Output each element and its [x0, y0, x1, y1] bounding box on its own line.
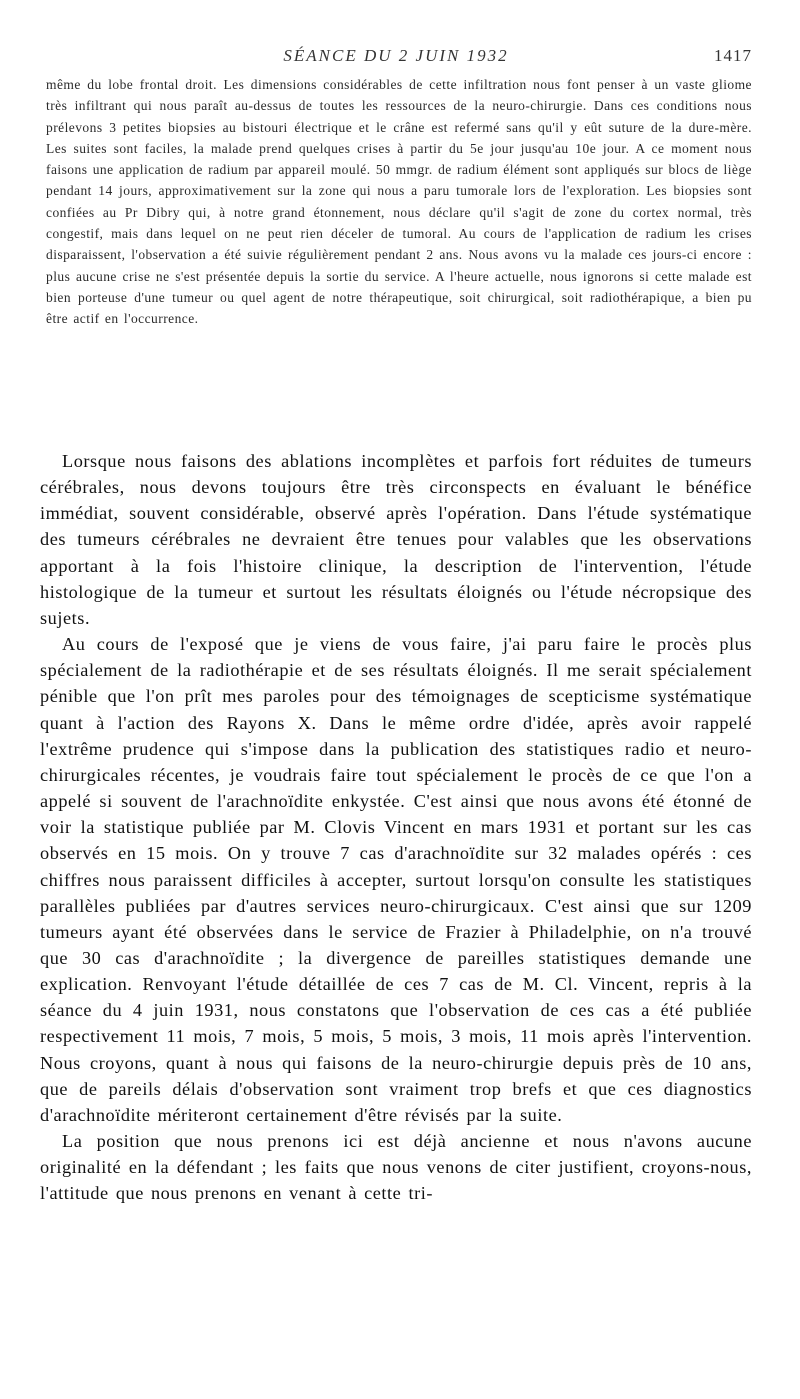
body-paragraph-1: Lorsque nous faisons des ablations incomplètes et parfois fort réduites de tumeurs cérébrales, nous devons toujours être très circonspects en évaluant le bénéfice immédiat, souvent considérable, observé après l'opération. Dans l'étude systématique des tumeurs cérébrales ne devraient être tenues pour valables que les observations apportant à la fois l'histoire clinique, la description de l'intervention, l'étude histologique de la tumeur et surtout les résultats éloignés ou l'étude nécropsique des sujets.	[40, 451, 752, 628]
body-paragraph-3: La position que nous prenons ici est déjà ancienne et nous n'avons aucune originalité en la défendant ; les faits que nous venons de citer justifient, croyons-nous, l'attitude que nous prenons en venant à cette tri-	[40, 1131, 752, 1204]
page-number: 1417	[714, 46, 752, 65]
body-paragraph-2: Au cours de l'exposé que je viens de vous faire, j'ai paru faire le procès plus spécialement de la radiothérapie et de ses résultats éloignés. Il me serait spécialement pénible que l'on prît mes paroles pour des témoignages de scepticisme systématique quant à l'action des Rayons X. Dans le même ordre d'idée, après avoir rappelé l'extrême prudence qui s'impose dans la publication des statistiques radio et neuro-chirurgicales récentes, je voudrais faire tout spécialement le procès de ce que l'on a appelé si souvent de l'arachnoïdite enkystée. C'est ainsi que nous avons été étonné de voir la statistique publiée par M. Clovis Vincent en mars 1931 et portant sur les cas observés en 15 mois. On y trouve 7 cas d'arachnoïdite sur 32 malades opérés : ces chiffres nous paraissent difficiles à accepter, surtout lorsqu'on consulte les statistiques parallèles publiées par d'autres services neuro-chirurgicaux. C'est ainsi que sur 1209 tumeurs ayant été observées dans le service de Frazier à Philadelphie, on n'a trouvé que 30 cas d'arachnoïdite ; la divergence de pareilles statistiques demande une explication. Renvoyant l'étude détaillée de ces 7 cas de M. Cl. Vincent, repris à la séance du 4 juin 1931, nous constatons que l'observation de ces cas a été publiée respectivement 11 mois, 7 mois, 5 mois, 5 mois, 3 mois, 11 mois après l'intervention. Nous croyons, quant à nous qui faisons de la neuro-chirurgie depuis près de 10 ans, que de pareils délais d'observation sont vraiment trop brefs et que ces diagnostics d'arachnoïdite mériteront certainement d'être révisés par la suite.	[40, 634, 752, 1125]
case-observation-paragraph: même du lobe frontal droit. Les dimensions considérables de cette infiltration nous font penser à un vaste gliome très infiltrant qui nous paraît au-dessus de toutes les ressources de la neuro-chirurgie. Dans ces conditions nous prélevons 3 petites biopsies au bistouri électrique et le crâne est refermé sans qu'il y eût suture de la dure-mère. Les suites sont faciles, la malade prend quelques crises à partir du 5e jour jusqu'au 10e jour. A ce moment nous faisons une application de radium par appareil moulé. 50 mmgr. de radium élément sont appliqués sur blocs de liège pendant 14 jours, approximativement sur la zone qui nous a paru tumorale lors de l'exploration. Les biopsies sont confiées au Pr Dibry qui, à notre grand étonnement, nous déclare qu'il s'agit de zone du cortex normal, très congestif, mais dans lequel on ne peut rien déceler de tumoral. Au cours de l'application de radium les crises disparaissent, l'observation a été suivie régulièrement pendant 2 ans. Nous avons vu la malade ces jours-ci encore : plus aucune crise ne s'est présentée depuis la sortie du service. A l'heure actuelle, nous ignorons si cette malade est bien porteuse d'une tumeur ou quel agent de notre thérapeutique, soit chirurgical, soit radiothérapique, a bien pu être actif en l'occurrence.	[46, 77, 752, 327]
main-body-text	[40, 448, 752, 1207]
running-header	[40, 46, 752, 70]
running-title: SÉANCE DU 2 JUIN 1932	[283, 46, 509, 65]
case-observation-block	[46, 74, 752, 330]
